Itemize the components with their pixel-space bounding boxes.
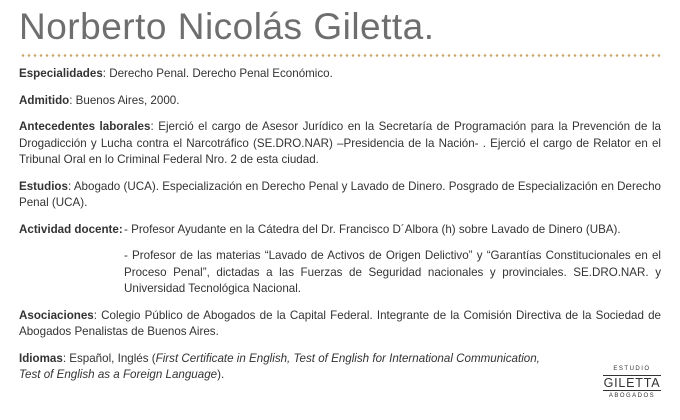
estudio-giletta-logo (603, 366, 661, 400)
asociaciones-text: : Colegio Público de Abogados de la Capital Federal. Integrante de la Comisión Directiva de la Sociedad de Abogados Penalistas de Buenos Aires. (19, 308, 661, 338)
admitido-label: Admitido (19, 93, 70, 107)
antecedentes-label: Antecedentes laborales (19, 120, 151, 133)
page-title: Norberto Nicolás Giletta. (19, 6, 435, 47)
especialidades-text: : Derecho Penal. Derecho Penal Económico. (102, 67, 333, 80)
asociaciones-label: Asociaciones (19, 308, 94, 322)
docente-item-1: - Profesor Ayudante en la Cátedra del Dr. Francisco D´Albora (h) sobre Lavado de Dinero (UBA). (124, 222, 621, 236)
docente-label-colon: : (118, 222, 123, 236)
idiomas-text-after: ). (217, 368, 225, 381)
especialidades-paragraph (19, 66, 661, 83)
especialidades-label: Especialidades (19, 67, 103, 80)
dotted-divider (20, 54, 660, 57)
asociaciones-paragraph (19, 308, 661, 341)
estudios-label: Estudios (19, 179, 68, 193)
profile-content (19, 66, 661, 394)
docente-item-2: - Profesor de las materias “Lavado de Activos de Origen Delictivo” y “Garantías Constitucionales en el Proceso Penal”, dictadas a las Fuerzas de Seguridad nacionales y provinciales. SE.DRO.NAR. y Universidad Tecnológica Nacional. (124, 249, 661, 295)
idiomas-certificates: First Certificate in English, Test of English for International Communication, Test of English as a Foreign Language (19, 351, 540, 381)
docente-label (19, 222, 123, 239)
idiomas-label: Idiomas (19, 351, 63, 365)
admitido-paragraph (19, 93, 661, 110)
antecedentes-paragraph (19, 119, 661, 169)
idiomas-paragraph (19, 351, 564, 384)
antecedentes-text: : Ejerció el cargo de Asesor Jurídico en la Secretaría de Programación para la Prevención de la Drogadicción y Lucha contra el Narcotráfico (SE.DRO.NAR) –Presidencia de la Nación- . Ejerció el cargo de Relator en el Tribunal Oral en lo Criminal Federal Nro. 2 de esta ciudad. (19, 120, 661, 166)
logo-top-text: ESTUDIO (613, 366, 651, 372)
estudios-text: : Abogado (UCA). Especialización en Derecho Penal y Lavado de Dinero. Posgrado de Especialización en Derecho Penal (UCA). (19, 179, 661, 209)
logo-bottom-text: ABOGADOS (608, 393, 656, 399)
admitido-text: : Buenos Aires, 2000. (69, 93, 180, 107)
docente-section (19, 222, 661, 298)
idiomas-text-before: : Español, Inglés ( (62, 351, 156, 365)
estudios-paragraph (19, 179, 661, 212)
logo-name: GILETTA (603, 376, 661, 390)
docente-label-text: Actividad docente (19, 222, 119, 236)
